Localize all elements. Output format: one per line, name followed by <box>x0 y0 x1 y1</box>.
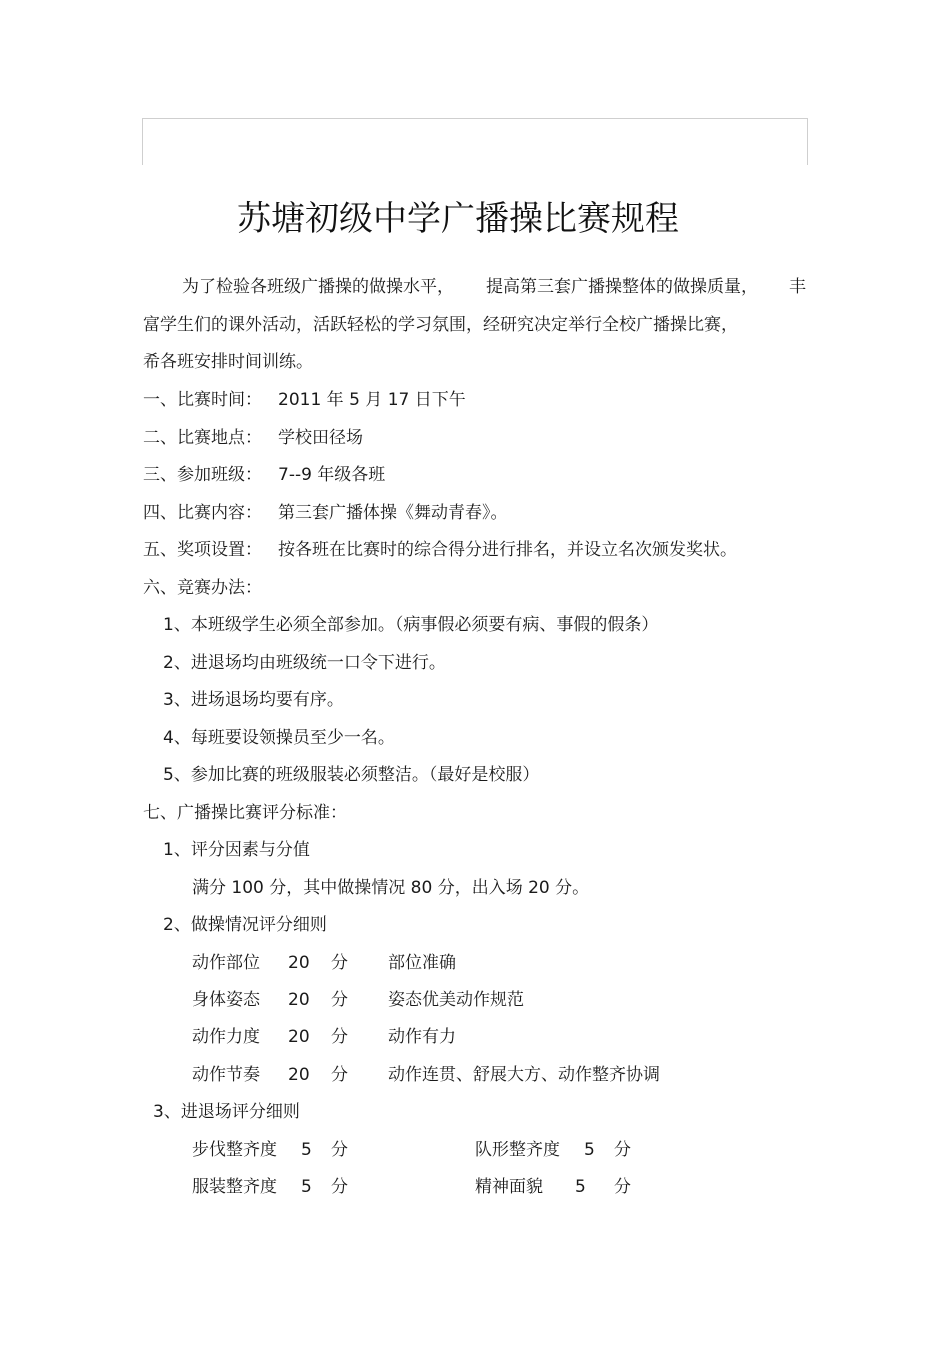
entry-item-score: 5 <box>575 1177 586 1197</box>
header-box <box>142 118 808 165</box>
rule-4: 4、每班要设领操员至少一名。 <box>163 728 395 748</box>
score-row-score: 20 <box>288 990 310 1010</box>
score-row-score: 20 <box>288 1027 310 1047</box>
score-row-desc: 动作有力 <box>388 1027 456 1047</box>
place-value: 学校田径场 <box>278 428 363 448</box>
rules-heading: 六、竞赛办法： <box>143 578 262 598</box>
entry-item-name: 精神面貌 <box>475 1177 543 1197</box>
score-row-desc: 部位准确 <box>388 953 456 973</box>
score-row-desc: 姿态优美动作规范 <box>388 990 524 1010</box>
entry-item-score: 5 <box>584 1140 595 1160</box>
rule-5: 5、参加比赛的班级服装必须整洁。（最好是校服） <box>163 765 540 785</box>
scoring-section-1-heading: 1、评分因素与分值 <box>163 840 310 860</box>
document-title: 苏塘初级中学广播操比赛规程 <box>237 199 679 239</box>
entry-item-name: 步伐整齐度 <box>192 1140 277 1160</box>
entry-item-name: 服装整齐度 <box>192 1177 277 1197</box>
score-row-desc: 动作连贯、舒展大方、动作整齐协调 <box>388 1065 660 1085</box>
entry-item-score: 5 <box>301 1177 312 1197</box>
score-row-name: 动作部位 <box>192 953 260 973</box>
score-row-name: 动作节奏 <box>192 1065 260 1085</box>
score-row-unit: 分 <box>331 990 348 1010</box>
rule-3: 3、进场退场均要有序。 <box>163 690 344 710</box>
awards-value: 按各班在比赛时的综合得分进行排名，并设立名次颁发奖状。 <box>278 540 737 560</box>
entry-item-unit: 分 <box>614 1140 631 1160</box>
intro-line-2: 富学生们的课外活动，活跃轻松的学习氛围，经研究决定举行全校广播操比赛， <box>143 315 738 335</box>
content-label: 四、比赛内容： <box>143 503 262 523</box>
classes-value: 7--9 年级各班 <box>278 465 386 485</box>
score-row-score: 20 <box>288 953 310 973</box>
entry-item-unit: 分 <box>331 1140 348 1160</box>
place-label: 二、比赛地点： <box>143 428 262 448</box>
intro-line-1c: 丰 <box>789 277 806 297</box>
entry-item-score: 5 <box>301 1140 312 1160</box>
entry-item-unit: 分 <box>614 1177 631 1197</box>
time-label: 一、比赛时间： <box>143 390 262 410</box>
intro-line-1a: 为了检验各班级广播操的做操水平， <box>182 277 454 297</box>
rule-1: 1、本班级学生必须全部参加。（病事假必须要有病、事假的假条） <box>163 615 659 635</box>
score-row-score: 20 <box>288 1065 310 1085</box>
rule-2: 2、进退场均由班级统一口令下进行。 <box>163 653 446 673</box>
intro-line-3: 希各班安排时间训练。 <box>143 352 313 372</box>
score-row-name: 动作力度 <box>192 1027 260 1047</box>
time-value: 2011 年 5 月 17 日下午 <box>278 390 466 410</box>
content-value: 第三套广播体操《舞动青春》。 <box>278 503 508 523</box>
score-row-unit: 分 <box>331 953 348 973</box>
entry-item-name: 队形整齐度 <box>475 1140 560 1160</box>
scoring-heading: 七、广播操比赛评分标准： <box>143 803 347 823</box>
scoring-section-1-text: 满分 100 分，其中做操情况 80 分，出入场 20 分。 <box>192 878 590 898</box>
classes-label: 三、参加班级： <box>143 465 262 485</box>
scoring-section-3-heading: 3、进退场评分细则 <box>153 1102 300 1122</box>
scoring-section-2-heading: 2、做操情况评分细则 <box>163 915 327 935</box>
score-row-name: 身体姿态 <box>192 990 260 1010</box>
score-row-unit: 分 <box>331 1065 348 1085</box>
awards-label: 五、奖项设置： <box>143 540 262 560</box>
entry-item-unit: 分 <box>331 1177 348 1197</box>
score-row-unit: 分 <box>331 1027 348 1047</box>
intro-line-1b: 提高第三套广播操整体的做操质量， <box>486 277 758 297</box>
